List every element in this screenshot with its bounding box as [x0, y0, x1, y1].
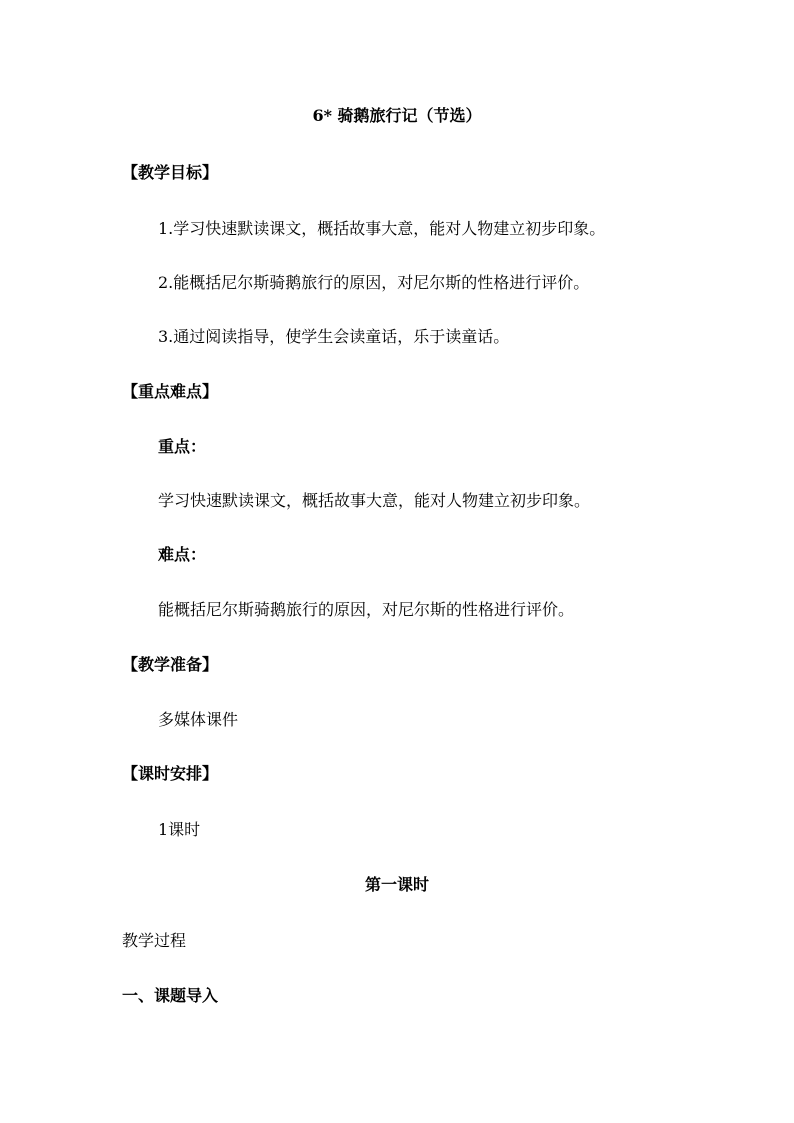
key-point-text: 学习快速默读课文，概括故事大意，能对人物建立初步印象。 — [158, 491, 591, 510]
difficult-point-label: 难点： — [158, 545, 207, 564]
goal-item-3: 3.通过阅读指导，使学生会读童话，乐于读童话。 — [158, 327, 510, 346]
goal-item-1: 1.学习快速默读课文，概括故事大意，能对人物建立初步印象。 — [158, 219, 606, 238]
difficult-point-text: 能概括尼尔斯骑鹅旅行的原因，对尼尔斯的性格进行评价。 — [158, 600, 575, 619]
schedule-heading: 【课时安排】 — [122, 764, 219, 783]
key-point-label: 重点： — [158, 437, 207, 456]
schedule-text: 1课时 — [158, 820, 201, 839]
process-label: 教学过程 — [122, 931, 187, 950]
lesson-title: 第一课时 — [364, 875, 429, 894]
preparation-heading: 【教学准备】 — [122, 655, 219, 674]
goals-heading: 【教学目标】 — [122, 163, 219, 182]
keypoints-heading: 【重点难点】 — [122, 382, 219, 401]
goal-item-2: 2.能概括尼尔斯骑鹅旅行的原因，对尼尔斯的性格进行评价。 — [158, 273, 590, 292]
document-title: 6* 骑鹅旅行记（节选） — [312, 106, 482, 125]
preparation-text: 多媒体课件 — [158, 710, 239, 729]
step-heading-1: 一、课题导入 — [122, 986, 219, 1005]
